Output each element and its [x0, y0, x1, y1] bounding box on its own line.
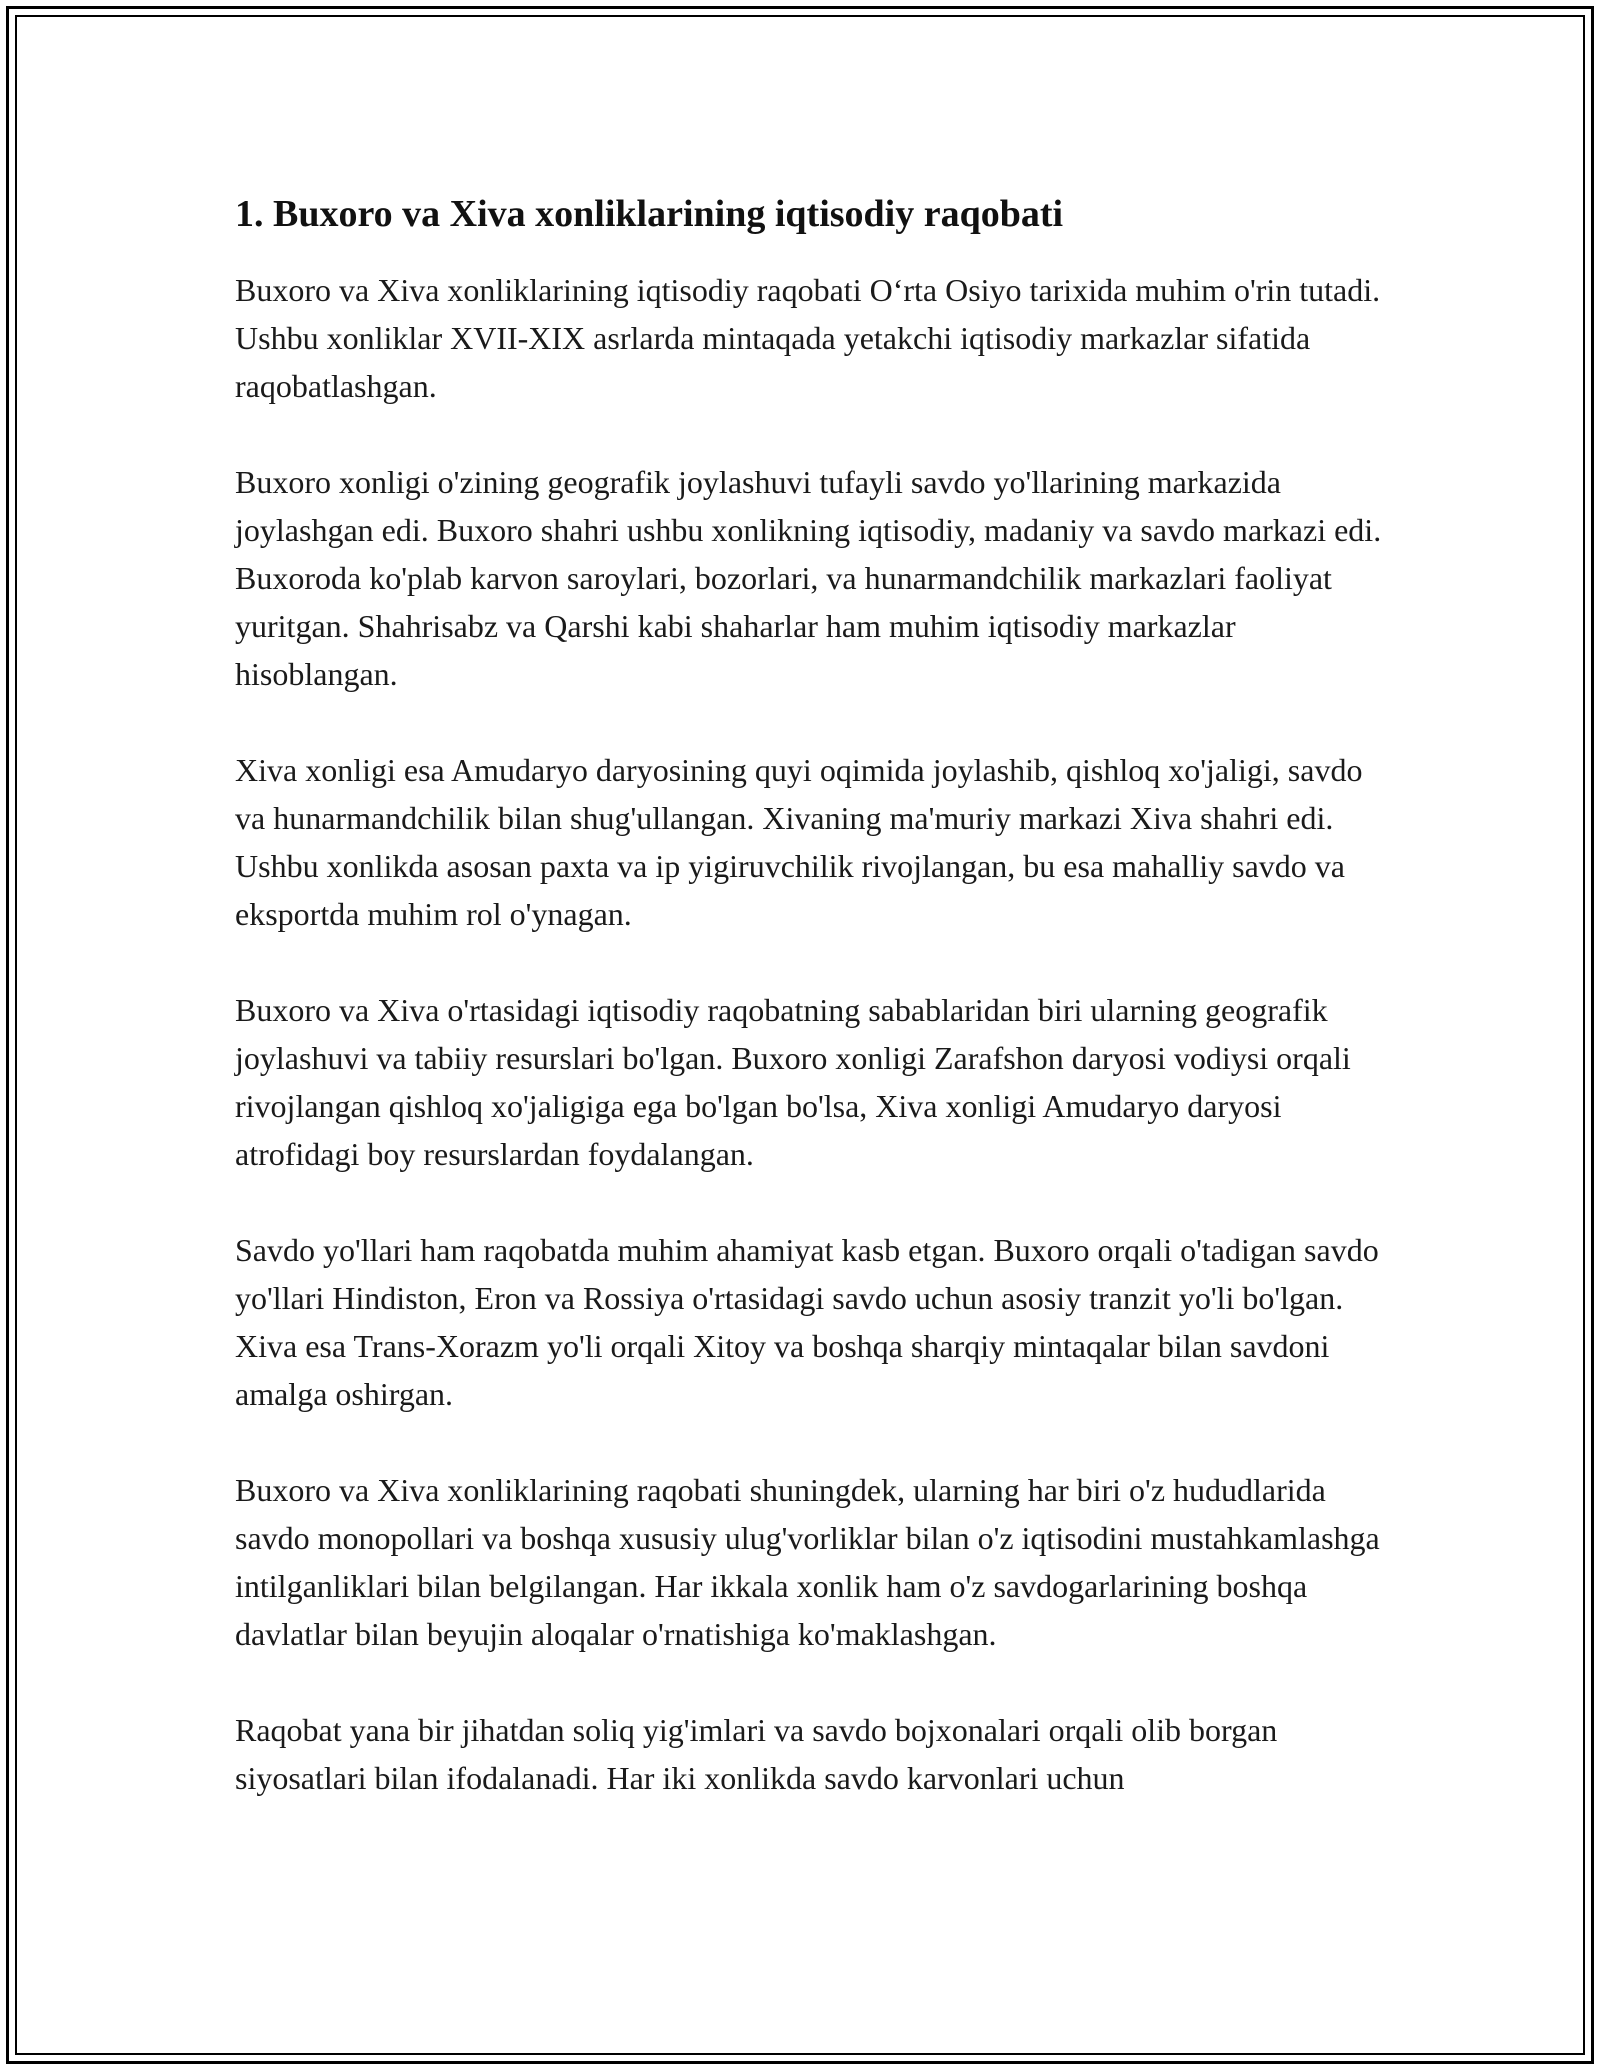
paragraph-4: Buxoro va Xiva o'rtasidagi iqtisodiy raqobatning sabablaridan biri ularning geografik joylashuvi va tabiiy resurslari bo'lgan. Buxoro xonligi Zarafshon daryosi vodiysi orqali rivojlangan qishloq xo'jaligiga ega bo'lgan bo'lsa, Xiva xonligi Amudaryo daryosi atrofidagi boy resurslardan foydalangan. — [235, 992, 1351, 1172]
paragraph-5: Savdo yo'llari ham raqobatda muhim ahamiyat kasb etgan. Buxoro orqali o'tadigan savdo yo'llari Hindiston, Eron va Rossiya o'rtasidagi savdo uchun asosiy tranzit yo'li bo'lgan. Xiva esa Trans-Xorazm yo'li orqali Xitoy va boshqa sharqiy mintaqalar bilan savdoni amalga oshirgan. — [235, 1232, 1379, 1412]
paragraph-6: Buxoro va Xiva xonliklarining raqobati shuningdek, ularning har biri o'z hududlarida savdo monopollari va boshqa xususiy ulug'vorliklar bilan o'z iqtisodini mustahkamlashga intilganliklari bilan belgilangan. Har ikkala xonlik ham o'z savdogarlarining boshqa davlatlar bilan beyujin aloqalar o'rnatishiga ko'maklashgan. — [235, 1472, 1380, 1652]
paragraph-2: Buxoro xonligi o'zining geografik joylashuvi tufayli savdo yo'llarining markazida joylashgan edi. Buxoro shahri ushbu xonlikning iqtisodiy, madaniy va savdo markazi edi. Buxoroda ko'plab karvon saroylari, bozorlari, va hunarmandchilik markazlari faoliyat yuritgan. Shahrisabz va Qarshi kabi shaharlar ham muhim iqtisodiy markazlar hisoblangan. — [235, 464, 1382, 692]
section-heading: 1. Buxoro va Xiva xonliklarining iqtisodiy raqobati — [235, 193, 1064, 235]
document-body — [235, 188, 1395, 1850]
paragraph-1: Buxoro va Xiva xonliklarining iqtisodiy raqobati O‘rta Osiyo tarixida muhim o'rin tutadi. Ushbu xonliklar XVII-XIX asrlarda mintaqada yetakchi iqtisodiy markazlar sifatida raqobatlashgan. — [235, 272, 1381, 404]
paragraph-7: Raqobat yana bir jihatdan soliq yig'imlari va savdo bojxonalari orqali olib borgan siyosatlari bilan ifodalanadi. Har iki xonlikda savdo karvonlari uchun — [235, 1712, 1278, 1796]
paragraph-3: Xiva xonligi esa Amudaryo daryosining quyi oqimida joylashib, qishloq xo'jaligi, savdo va hunarmandchilik bilan shug'ullangan. Xivaning ma'muriy markazi Xiva shahri edi. Ushbu xonlikda asosan paxta va ip yigiruvchilik rivojlangan, bu esa mahalliy savdo va eksportda muhim rol o'ynagan. — [235, 752, 1363, 932]
